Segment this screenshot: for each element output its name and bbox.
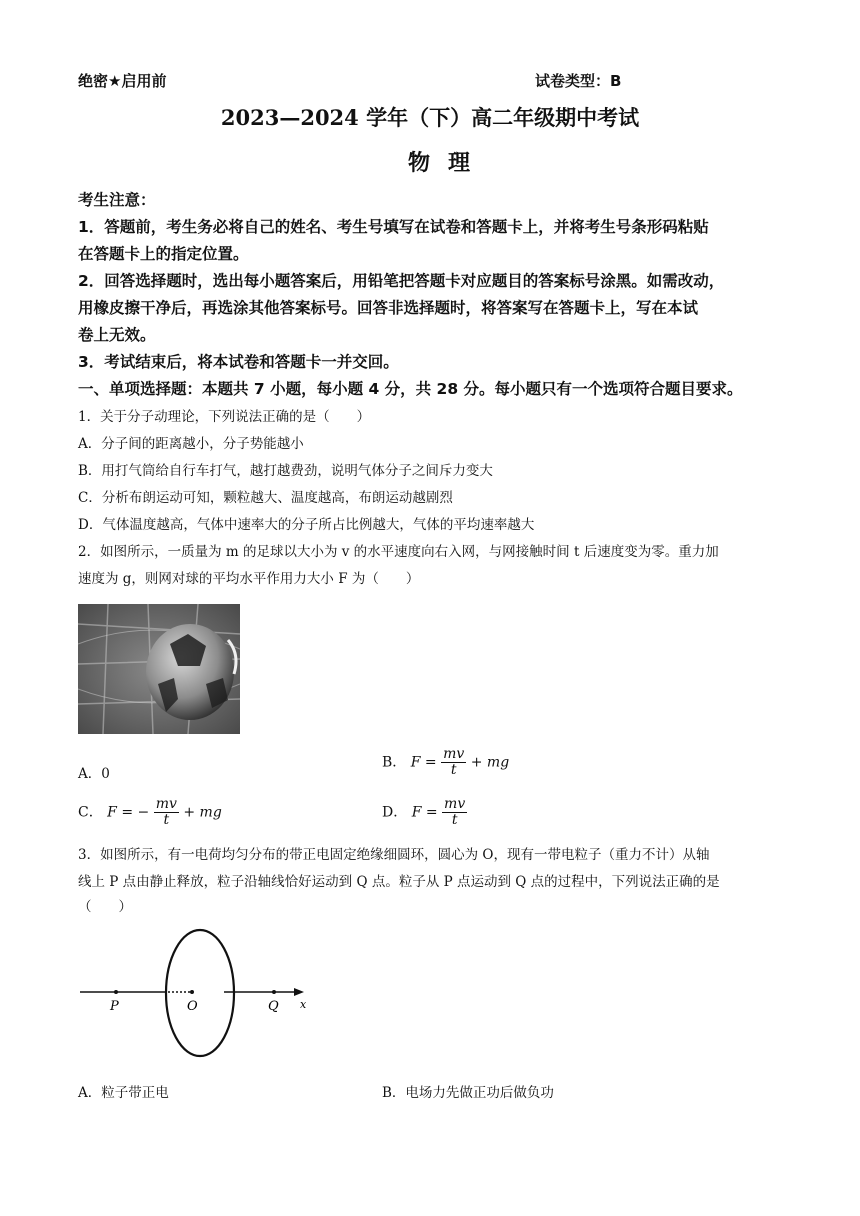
soccer-ball-net-photo	[78, 604, 240, 734]
note-1-line-1: 1．答题前，考生务必将自己的姓名、考生号填写在试卷和答题卡上，并将考生号条形码粘贴	[78, 218, 709, 236]
q3-stem-line-2: 线上 P 点由静止释放，粒子沿轴线恰好运动到 Q 点。粒子从 P 点运动到 Q 点的过程中，下列说法正确的是	[78, 874, 720, 890]
q2-option-d-equals: =	[425, 804, 438, 821]
note-1-line-2: 在答题卡上的指定位置。	[78, 245, 249, 263]
q2-option-c-lhs: F	[107, 804, 117, 821]
q2-option-c-equals: =	[121, 804, 134, 821]
q2-option-d	[382, 797, 467, 828]
fraction-denominator: t	[163, 812, 170, 828]
section-1-heading: 一、单项选择题：本题共 7 小题，每小题 4 分，共 28 分。每小题只有一个选项符合题目要求。	[78, 380, 743, 398]
q1-option-a: A．分子间的距离越小，分子势能越小	[78, 436, 304, 452]
q1-option-d: D．气体温度越高，气体中速率大的分子所占比例越大，气体的平均速率越大	[78, 517, 535, 533]
ring-axis-diagram	[78, 928, 318, 1062]
subject-title: 物理	[407, 150, 488, 176]
label-q: Q	[268, 999, 279, 1014]
charged-ring	[166, 930, 234, 1056]
q2-option-b	[382, 747, 509, 778]
q3-stem-line-1: 3．如图所示，有一电荷均匀分布的带正电固定绝缘细圆环，圆心为 O，现有一带电粒子（重力不计）从轴	[78, 847, 710, 863]
q2-option-c-minus: −	[137, 804, 150, 821]
label-p: P	[110, 999, 119, 1014]
point-q-dot	[272, 990, 276, 994]
axis-arrow-icon	[294, 988, 304, 996]
q2-option-b-fraction	[441, 747, 466, 778]
q2-option-d-fraction	[442, 797, 467, 828]
note-2-line-2: 用橡皮擦干净后，再选涂其他答案标号。回答非选择题时，将答案写在答题卡上，写在本试	[78, 299, 699, 317]
point-o-dot	[190, 990, 194, 994]
q2-option-d-label: D．	[382, 804, 408, 821]
note-2-line-3: 卷上无效。	[78, 326, 156, 344]
q2-option-c-plus-mg: + mg	[183, 804, 222, 821]
label-o: O	[187, 999, 198, 1014]
q1-stem: 1．关于分子动理论，下列说法正确的是（ ）	[78, 409, 371, 425]
q2-stem-line-1: 2．如图所示，一质量为 m 的足球以大小为 v 的水平速度向右入网，与网接触时间 t 后速度变为零。重力加	[78, 544, 719, 560]
exam-title: 2023—2024 学年（下）高二年级期中考试	[220, 105, 640, 130]
q2-option-b-lhs: F	[410, 754, 421, 771]
q2-option-d-lhs: F	[411, 804, 422, 821]
confidential-label: 绝密★启用前	[78, 72, 167, 90]
q2-option-c-label: C．	[78, 804, 103, 821]
q2-option-b-label: B．	[382, 754, 407, 771]
q2-option-c	[78, 797, 222, 828]
fraction-denominator: t	[450, 762, 457, 778]
fraction-denominator: t	[451, 812, 458, 828]
exam-type-label: 试卷类型：B	[535, 72, 622, 90]
fraction-numerator: mv	[444, 796, 466, 812]
note-2-line-1: 2．回答选择题时，选出每小题答案后，用铅笔把答题卡对应题目的答案标号涂黑。如需改动，	[78, 272, 725, 290]
notes-heading: 考生注意：	[78, 191, 156, 209]
q2-option-b-plus-mg: + mg	[470, 754, 510, 771]
fraction-numerator: mv	[155, 796, 177, 812]
q3-option-a: A．粒子带正电	[78, 1085, 169, 1101]
q2-option-a: A．0	[78, 766, 110, 782]
fraction-numerator: mv	[443, 746, 465, 762]
q3-stem-line-3: （ ）	[78, 899, 132, 915]
q1-option-c: C．分析布朗运动可知，颗粒越大、温度越高，布朗运动越剧烈	[78, 490, 453, 506]
q2-stem-line-2: 速度为 g，则网对球的平均水平作用力大小 F 为（ ）	[78, 571, 420, 587]
note-3: 3．考试结束后，将本试卷和答题卡一并交回。	[78, 353, 399, 371]
label-x: x	[300, 998, 307, 1011]
q2-option-b-equals: =	[424, 754, 437, 771]
q2-option-c-fraction	[154, 797, 179, 828]
q1-option-b: B．用打气筒给自行车打气，越打越费劲，说明气体分子之间斥力变大	[78, 463, 493, 479]
ring-axis-svg	[78, 928, 318, 1062]
point-p-dot	[114, 990, 118, 994]
q3-option-b: B．电场力先做正功后做负功	[382, 1085, 554, 1101]
